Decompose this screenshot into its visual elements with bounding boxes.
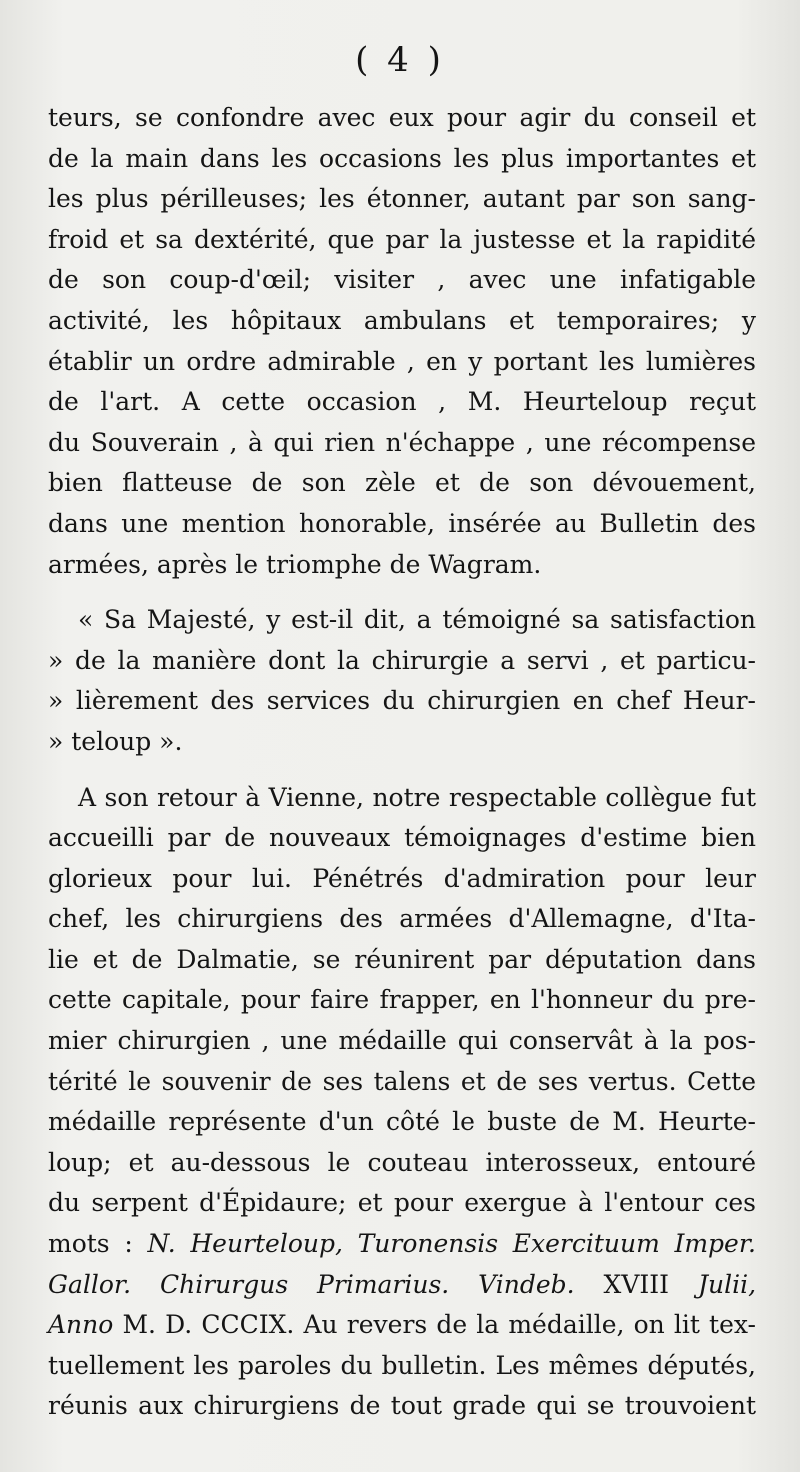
text-line: de l'art. A cette occasion , M. Heurteloup reçut — [48, 387, 756, 417]
medal-inscription: N. Heurteloup, Turonensis Exercituum Imper. — [147, 1229, 756, 1259]
text-line: glorieux pour lui. Pénétrés d'admiration pour leur — [48, 863, 756, 893]
text-line: chef, les chirurgiens des armées d'Allemagne, d'Ita- — [48, 904, 756, 934]
text-line: médaille représente d'un côté le buste de M. Heurte- — [48, 1107, 756, 1137]
text-line-gallor — [48, 1265, 756, 1306]
medal-inscription: Julii, — [697, 1269, 757, 1299]
paragraph-3 — [48, 778, 756, 1428]
text-line: établir un ordre admirable , en y portant les lumières — [48, 346, 756, 376]
paragraph-2-quote — [48, 600, 756, 762]
text-line: activité, les hôpitaux ambulans et temporaires; y — [48, 305, 756, 335]
medal-inscription: Anno — [48, 1310, 114, 1340]
text-fragment: Au revers de la médaille, on lit tex- — [303, 1310, 757, 1340]
text-line: térité le souvenir de ses talens et de ses vertus. Cette — [48, 1066, 756, 1096]
text-line: dans une mention honorable, insérée au Bulletin des — [48, 508, 756, 538]
text-line: » de la manière dont la chirurgie a servi , et particu- — [48, 645, 756, 675]
text-line: bien flatteuse de son zèle et de son dévouement, — [48, 468, 756, 498]
text-body — [48, 98, 756, 1427]
text-line: lie et de Dalmatie, se réunirent par députation dans — [48, 944, 756, 974]
text-line-anno — [48, 1305, 756, 1346]
text-line: cette capitale, pour faire frapper, en l'honneur du pre- — [48, 985, 756, 1015]
text-line: froid et sa dextérité, que par la justesse et la rapidité — [48, 224, 756, 254]
text-line: loup; et au-dessous le couteau interosseux, entouré — [48, 1147, 756, 1177]
text-line: de son coup-d'œil; visiter , avec une infatigable — [48, 265, 756, 295]
text-line: les plus périlleuses; les étonner, autant par son sang- — [48, 184, 756, 214]
text-line-mots — [48, 1224, 756, 1265]
text-line: mier chirurgien , une médaille qui conservât à la pos- — [48, 1026, 756, 1056]
text-line: armées, après le triomphe de Wagram. — [48, 549, 542, 579]
text-line: de la main dans les occasions les plus importantes et — [48, 143, 756, 173]
date-numeral: XVIII — [574, 1269, 698, 1299]
text-line: du serpent d'Épidaure; et pour exergue à l'entour ces — [48, 1188, 756, 1218]
text-line: » lièrement des services du chirurgien en chef Heur- — [48, 686, 756, 716]
text-line: « Sa Majesté, y est-il dit, a témoigné sa satisfaction — [78, 605, 756, 635]
text-line: A son retour à Vienne, notre respectable collègue fut — [78, 782, 756, 812]
date-numeral: M. D. CCCIX. — [113, 1310, 304, 1340]
text-line: tuellement les paroles du bulletin. Les mêmes députés, — [48, 1350, 756, 1380]
text-line: du Souverain , à qui rien n'échappe , une récompense — [48, 427, 756, 457]
medal-inscription: Gallor. Chirurgus Primarius. Vindeb. — [48, 1269, 575, 1299]
text-line: » teloup ». — [48, 726, 183, 756]
page-number: ( 4 ) — [355, 40, 445, 80]
text-line: réunis aux chirurgiens de tout grade qui se trouvoient — [48, 1391, 756, 1421]
text-line: accueilli par de nouveaux témoignages d'estime bien — [48, 823, 756, 853]
mots-prefix: mots : — [48, 1229, 148, 1259]
text-line: teurs, se confondre avec eux pour agir du conseil et — [48, 103, 756, 132]
paragraph-1 — [48, 98, 756, 585]
